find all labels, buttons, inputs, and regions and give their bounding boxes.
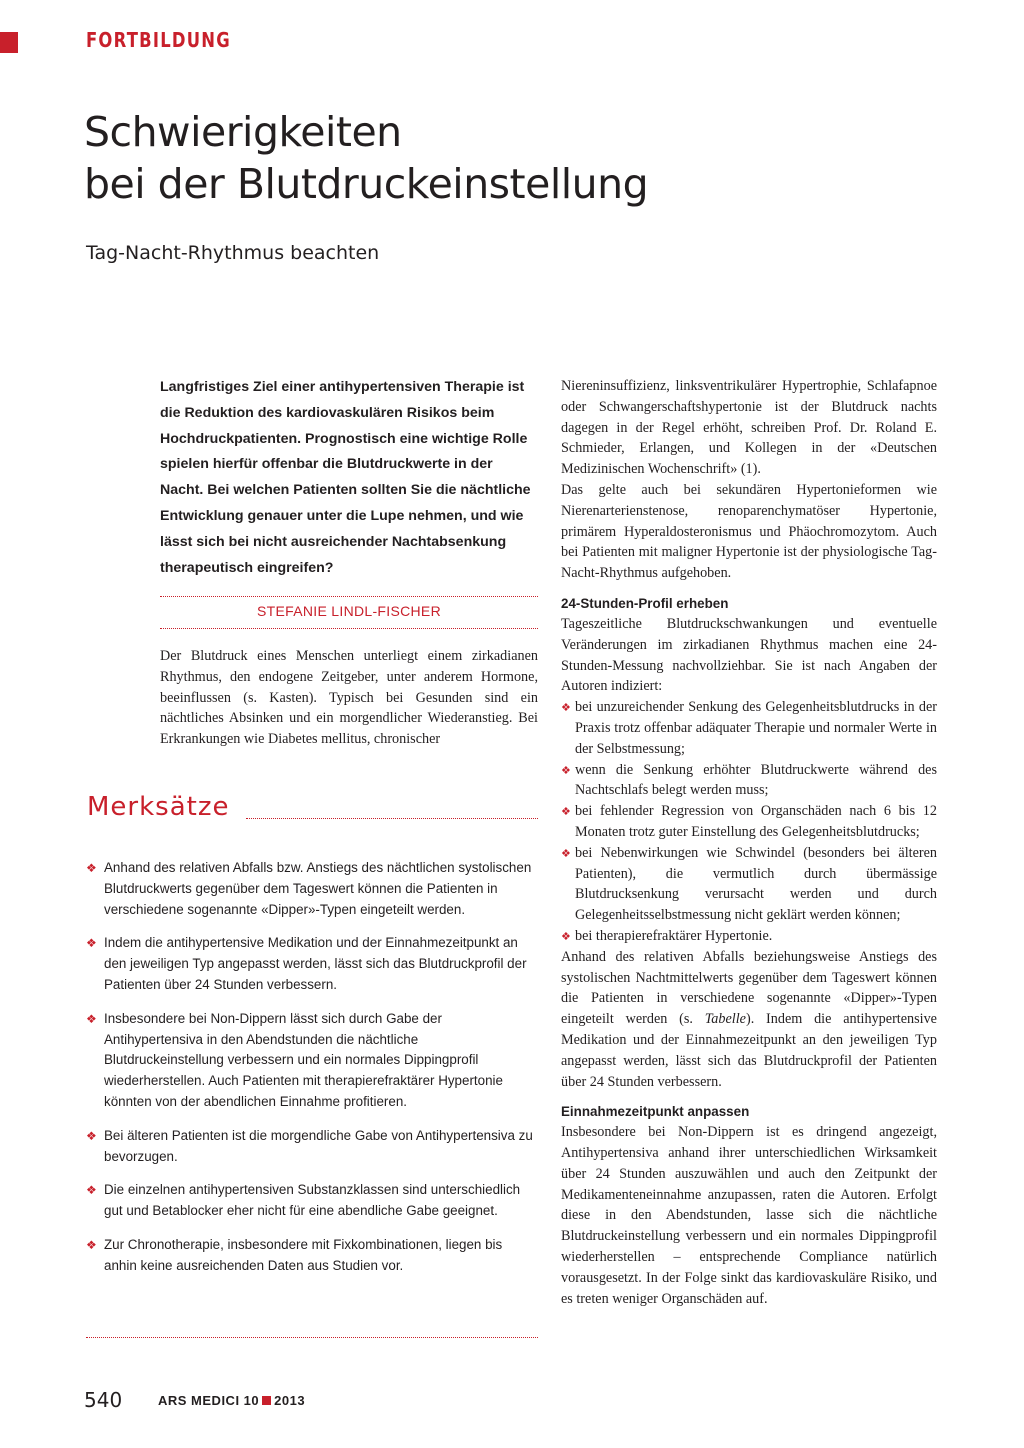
author-name: STEFANIE LINDL-FISCHER (257, 603, 441, 619)
indication-item: ❖ bei fehlender Regression von Organschäden nach 6 bis 12 Monaten trotz guter Einstellung des Gelegenheitsblutdrucks; (561, 803, 937, 840)
square-icon (262, 1396, 271, 1405)
indication-item: ❖ bei therapierefraktärer Hypertonie. (561, 926, 937, 947)
diamond-bullet-icon: ❖ (561, 806, 571, 819)
intro-paragraph: Der Blutdruck eines Menschen unterliegt einem zirkadianen Rhythmus, den endogene Zeitgeber, unter anderem Hormone, beeinflussen (s. Kasten). Typisch bei Gesunden sind ein nächtliches Absinken und ein morgendlicher Wiederanstieg. Bei Erkrankungen wie Diabetes mellitus, chronischer (160, 648, 538, 748)
journal-footer: ARS MEDICI 10 2013 (158, 1393, 306, 1408)
paragraph: Das gelte auch bei sekundären Hypertonieformen wie Nierenarterienstenose, renoparenchymatöser Hypertonie, primärem Hyperaldosteronismus und Phäochromozytom. Auch bei Patienten mit maligner Hypertonie ist der physiologische Tag-Nacht-Rhythmus aufgehoben. (561, 481, 937, 582)
merksaetze-bottom-rule (86, 1337, 538, 1338)
diamond-bullet-icon: ❖ (86, 936, 97, 951)
paragraph: Anhand des relativen Abfalls beziehungsweise Anstiegs des systolischen Nachtmittelwerts gegenüber dem Tageswert können die Patienten in verschiedene sogenannte «Dipper»-Typen eingeteilt werden (s. Tabelle). Indem die antihypertensive Medikation und der Einnahmezeitpunkt an den jeweiligen Typ angepasst werden, lässt sich das Blutdruckprofil der Patienten über 24 Stunden verbessern. (561, 948, 937, 1090)
section-marker (0, 32, 18, 53)
diamond-bullet-icon: ❖ (86, 1183, 97, 1198)
author-divider-bottom (160, 628, 538, 629)
title-line-1: Schwierigkeiten (84, 108, 402, 156)
subheading: Einnahmezeitpunkt anpassen (561, 1104, 750, 1120)
diamond-bullet-icon: ❖ (561, 702, 571, 715)
diamond-bullet-icon: ❖ (86, 861, 97, 875)
indication-item: ❖ bei Nebenwirkungen wie Schwindel (besonders bei älteren Patienten), die vermutlich durch übermässige Blutdrucksenkung verursacht werden und durch Gelegenheitsselbstmessung nicht geklärt werden können; (561, 844, 937, 924)
indication-item: ❖ wenn die Senkung erhöhter Blutdruckwerte während des Nachtschlafs belegt werden muss; (561, 761, 937, 799)
diamond-bullet-icon: ❖ (561, 764, 571, 777)
indication-list (561, 697, 937, 947)
merksaetze-list (86, 858, 538, 1290)
diamond-bullet-icon: ❖ (561, 930, 571, 943)
author-divider-top (160, 596, 538, 597)
diamond-bullet-icon: ❖ (86, 1237, 97, 1252)
paragraph: Insbesondere bei Non-Dippern ist es dringend angezeigt, Antihypertensiva anhand ihrer unterschiedlichen Wirksamkeit über 24 Stunden auszuwählen und auch den Zeitpunkt der Medikamenteneinnahme anzupassen, raten die Autoren. Erfolgt diese in den Abendstunden, lasse sich die nächtliche Blutdruckeinstellung verbessern und ein normales Dippingprofil wiederherstellen – entsprechende Compliance natürlich vorausgesetzt. In der Folge sinkt das kardiovaskuläre Risiko, und es treten weniger Organschäden auf. (561, 1124, 937, 1307)
merksatz-item: ❖ Die einzelnen antihypertensiven Substanzklassen sind unterschiedlich gut und Betablocker eher nicht für eine abendliche Gabe geeignet. (86, 1182, 521, 1219)
merksatz-item: ❖ Zur Chronotherapie, insbesondere mit Fixkombinationen, liegen bis anhin keine ausreichenden Daten aus Studien vor. (86, 1236, 503, 1273)
title-line-2: bei der Blutdruckeinstellung (84, 160, 649, 208)
section-label: FORTBILDUNG (86, 28, 231, 52)
paragraph: Niereninsuffizienz, linksventrikulärer Hypertrophie, Schlafapnoe oder Schwangerschaftshypertonie ist der Blutdruck nachts dagegen in der Regel erhöht, schreiben Prof. Dr. Roland E. Schmieder, Erlangen, und Kollegen in der «Deutschen Medizinischen Wochenschrift» (1). (561, 378, 937, 478)
diamond-bullet-icon: ❖ (561, 847, 571, 860)
article-subtitle: Tag-Nacht-Rhythmus beachten (86, 242, 380, 264)
indication-item: ❖ bei unzureichender Senkung des Gelegenheitsblutdrucks in der Praxis trotz offenbar adäquater Therapie und normaler Werte in der Selbstmessung; (561, 699, 937, 757)
article-title (84, 106, 884, 210)
merksatz-item: ❖ Insbesondere bei Non-Dippern lässt sich durch Gabe der Antihypertensiva in den Abendstunden die nächtliche Blutdruckeinstellung verbessern und ein normales Dippingprofil wiederherstellen. Auch Patienten mit therapierefraktärer Hypertonie könnten von der abendlichen Einnahme profitieren. (86, 1010, 503, 1109)
merksaetze-title: Merksätze (87, 792, 230, 822)
merksatz-item: ❖ Indem die antihypertensive Medikation und der Einnahmezeitpunkt an den jeweiligen Typ angepasst werden, lässt sich das Blutdruckprofil der Patienten über 24 Stunden verbessern. (86, 935, 527, 992)
page-number: 540 (84, 1388, 123, 1412)
merksaetze-title-rule (246, 818, 538, 819)
merksatz-item: ❖ Anhand des relativen Abfalls bzw. Anstiegs des nächtlichen systolischen Blutdruckwerts gegenüber dem Tageswert können die Patienten in verschiedene sogenannte «Dipper»-Typen eingeteilt werden. (86, 860, 532, 917)
merksatz-item: ❖ Bei älteren Patienten ist die morgendliche Gabe von Antihypertensiva zu bevorzugen. (86, 1127, 533, 1164)
diamond-bullet-icon: ❖ (86, 1011, 97, 1026)
right-column (561, 376, 937, 1309)
paragraph: Tageszeitliche Blutdruckschwankungen und eventuelle Veränderungen im zirkadianen Rhythmus machen eine 24-Stunden-Messung nachvollziehbar. Sie ist nach Angaben der Autoren indiziert: (561, 615, 937, 695)
lead-paragraph: Langfristiges Ziel einer antihypertensiven Therapie ist die Reduktion des kardiovaskulären Risikos beim Hochdruckpatienten. Prognostisch eine wichtige Rolle spielen hierfür offenbar die Blutdruckwerte in der Nacht. Bei welchen Patienten sollten Sie die nächtliche Entwicklung genauer unter die Lupe nehmen, und wie lässt sich bei nicht ausreichender Nachtabsenkung therapeutisch eingreifen? (160, 379, 531, 576)
subheading: 24-Stunden-Profil erheben (561, 595, 729, 611)
diamond-bullet-icon: ❖ (86, 1128, 97, 1143)
